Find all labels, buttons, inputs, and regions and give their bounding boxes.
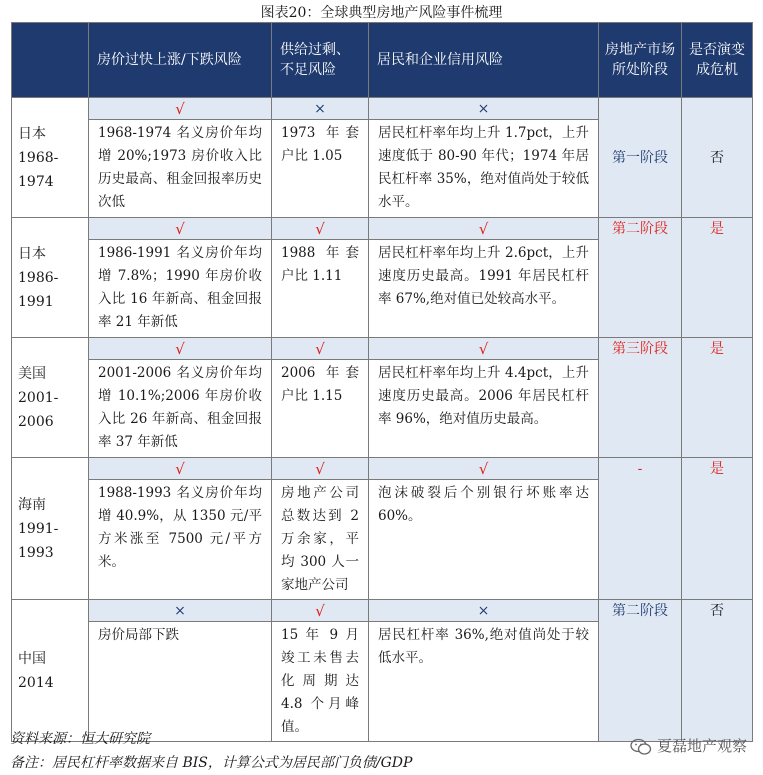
region-year: 2014: [18, 674, 54, 691]
supply-risk-text: 15 年 9 月竣工未售去化周期达 4.8 个月峰值。: [272, 622, 369, 742]
region-name: 中国: [18, 650, 46, 667]
market-stage: 第二阶段: [612, 221, 668, 237]
header-region: [12, 23, 89, 98]
risk-events-table: [11, 22, 753, 742]
crisis-answer: 否: [710, 603, 724, 619]
credit-risk-text: 居民杠杆率年均上升 1.7pct，上升速度低于 80-90 年代；1974 年居民杠杆率 35%，绝对值尚处于较低水平。: [369, 120, 599, 218]
crisis-cell: [682, 98, 753, 218]
market-stage-cell: [599, 338, 682, 458]
supply-risk-text: 1988 年套户比 1.11: [272, 240, 369, 338]
market-stage-cell: [599, 600, 682, 742]
market-stage: -: [637, 461, 643, 477]
price-risk-text: 房价局部下跌: [89, 622, 272, 742]
credit-risk-text: 居民杠杆率年均上升 2.6pct，上升速度历史最高。1991 年居民杠杆率 67%,绝对值已处较高水平。: [369, 240, 599, 338]
region-year-end: 1991: [18, 293, 54, 310]
region-cell: [12, 338, 89, 458]
price-risk-mark: ×: [89, 600, 272, 622]
price-risk-text: 1968-1974 名义房价年均增 20%;1973 房价收入比历史最高、租金回报率历史次低: [89, 120, 272, 218]
header-credit-risk: 居民和企业信用风险: [369, 23, 599, 98]
price-risk-text: 1986-1991 名义房价年均增 7.8%；1990 年房价收入比 16 年新高、租金回报率 21 年新低: [89, 240, 272, 338]
region-year-start: 1991-: [18, 520, 59, 537]
supply-risk-text: 房地产公司总数达到 2 万余家，平均 300 人一家地产公司: [272, 480, 369, 600]
credit-risk-mark: √: [369, 218, 599, 240]
supply-risk-text: 2006 年套户比 1.15: [272, 360, 369, 458]
region-cell: [12, 218, 89, 338]
supply-risk-mark: ×: [272, 98, 369, 120]
region-name: 日本: [18, 245, 46, 262]
market-stage-cell: [599, 218, 682, 338]
region-cell: [12, 600, 89, 742]
region-name: 美国: [18, 365, 46, 382]
region-year-end: 1993: [18, 544, 54, 561]
market-stage: 第二阶段: [612, 603, 668, 619]
region-cell: [12, 458, 89, 600]
supply-risk-mark: √: [272, 338, 369, 360]
market-stage-cell: [599, 458, 682, 600]
region-year-start: 1968-: [18, 149, 59, 166]
price-risk-text: 1988-1993 名义房价年均增 40.9%，从 1350 元/平方米涨至 7500 元/平方米。: [89, 480, 272, 600]
source-note: 资料来源：恒大研究院: [10, 731, 150, 747]
supply-risk-mark: √: [272, 600, 369, 622]
credit-risk-mark: ×: [369, 600, 599, 622]
market-stage-cell: [599, 98, 682, 218]
crisis-cell: [682, 218, 753, 338]
credit-risk-text: 泡沫破裂后个别银行坏账率达 60%。: [369, 480, 599, 600]
crisis-answer: 是: [710, 461, 724, 477]
header-price-risk: 房价过快上涨/下跌风险: [89, 23, 272, 98]
table-row: [12, 98, 753, 120]
wechat-icon: [630, 738, 652, 756]
watermark: [630, 735, 747, 756]
price-risk-mark: √: [89, 338, 272, 360]
header-row: [12, 23, 753, 98]
crisis-answer: 是: [710, 341, 724, 357]
figure-title: 图表20：全球典型房地产风险事件梳理: [260, 5, 503, 21]
price-risk-mark: √: [89, 458, 272, 480]
crisis-cell: [682, 338, 753, 458]
price-risk-mark: √: [89, 98, 272, 120]
price-risk-text: 2001-2006 名义房价年均增 10.1%;2006 年房价收入比 26 年新高、租金回报率 37 年新低: [89, 360, 272, 458]
region-year-start: 2001-: [18, 389, 59, 406]
table-row: [12, 458, 753, 480]
credit-risk-mark: √: [369, 458, 599, 480]
crisis-cell: [682, 600, 753, 742]
table-row: [12, 218, 753, 240]
market-stage: 第三阶段: [612, 341, 668, 357]
region-cell: [12, 98, 89, 218]
price-risk-mark: √: [89, 218, 272, 240]
credit-risk-text: 居民杠杆率年均上升 4.4pct，上升速度历史最高。2006 年居民杠杆率 96%，绝对值历史最高。: [369, 360, 599, 458]
crisis-cell: [682, 458, 753, 600]
supply-risk-mark: √: [272, 218, 369, 240]
market-stage: 第一阶段: [612, 149, 668, 166]
supply-risk-text: 1973 年套户比 1.05: [272, 120, 369, 218]
region-name: 日本: [18, 125, 46, 142]
region-name: 海南: [18, 496, 46, 513]
formula-note: 备注：居民杠杆率数据来自 BIS，计算公式为居民部门负债/GDP: [10, 755, 413, 771]
region-year-start: 1986-: [18, 269, 59, 286]
region-year-end: 1974: [18, 173, 54, 190]
header-crisis: 是否演变成危机: [682, 23, 753, 98]
supply-risk-mark: √: [272, 458, 369, 480]
credit-risk-mark: √: [369, 338, 599, 360]
watermark-text: 夏磊地产观察: [656, 737, 747, 755]
table-row: [12, 600, 753, 622]
credit-risk-mark: ×: [369, 98, 599, 120]
header-market-stage: 房地产市场所处阶段: [599, 23, 682, 98]
crisis-answer: 是: [710, 221, 724, 237]
table-row: [12, 338, 753, 360]
header-supply-risk: 供给过剩、不足风险: [272, 23, 369, 98]
credit-risk-text: 居民杠杆率 36%,绝对值尚处于较低水平。: [369, 622, 599, 742]
crisis-answer: 否: [710, 149, 724, 166]
region-year-end: 2006: [18, 413, 54, 430]
